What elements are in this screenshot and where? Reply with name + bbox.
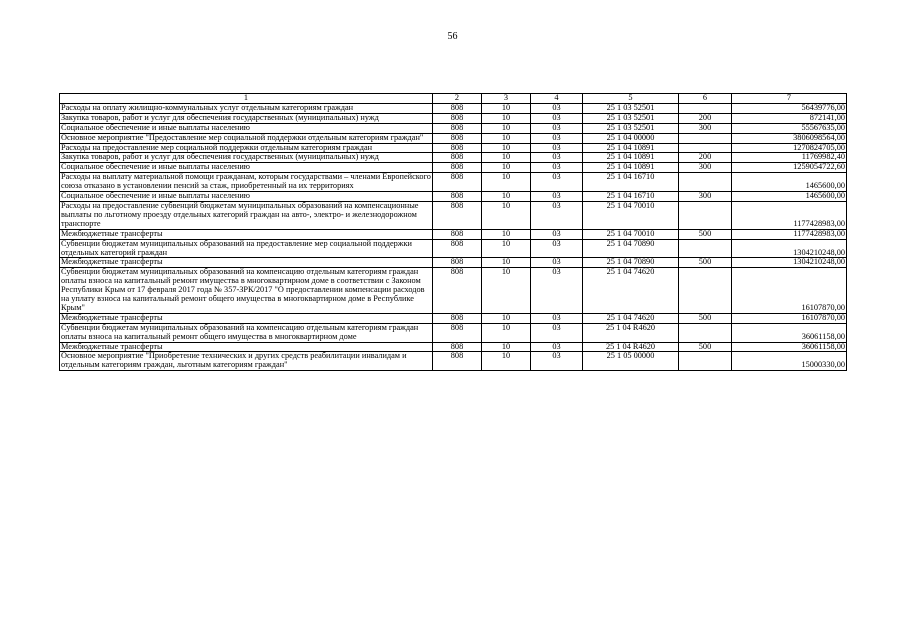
row-vr: 500 xyxy=(679,229,732,239)
row-csr: 25 1 03 52501 xyxy=(583,113,679,123)
row-vr: 500 xyxy=(679,342,732,352)
row-pr: 03 xyxy=(531,113,583,123)
page-number: 56 xyxy=(447,31,458,42)
row-sum: 36061158,00 xyxy=(732,323,847,342)
row-rz: 10 xyxy=(482,103,531,113)
table-row xyxy=(60,313,847,323)
table-row xyxy=(60,192,847,202)
row-rz: 10 xyxy=(482,342,531,352)
row-csr: 25 1 04 70010 xyxy=(583,229,679,239)
table-row xyxy=(60,103,847,113)
row-vr: 500 xyxy=(679,258,732,268)
row-pr: 03 xyxy=(531,133,583,143)
row-sum: 1259054722,60 xyxy=(732,163,847,173)
row-name: Закупка товаров, работ и услуг для обеспечения государственных (муниципальных) нужд xyxy=(60,153,433,163)
row-name: Межбюджетные трансферты xyxy=(60,342,433,352)
row-pr: 03 xyxy=(531,123,583,133)
row-name: Межбюджетные трансферты xyxy=(60,229,433,239)
row-name: Социальное обеспечение и иные выплаты населению xyxy=(60,123,433,133)
row-ved: 808 xyxy=(433,268,482,314)
table-row xyxy=(60,113,847,123)
row-name: Закупка товаров, работ и услуг для обеспечения государственных (муниципальных) нужд xyxy=(60,113,433,123)
row-name: Основное мероприятие "Предоставление мер социальной поддержки отдельным категориям граждан" xyxy=(60,133,433,143)
row-csr: 25 1 04 10891 xyxy=(583,143,679,153)
row-ved: 808 xyxy=(433,103,482,113)
row-csr: 25 1 04 70890 xyxy=(583,239,679,258)
row-name: Межбюджетные трансферты xyxy=(60,258,433,268)
row-pr: 03 xyxy=(531,153,583,163)
row-csr: 25 1 04 74620 xyxy=(583,268,679,314)
row-pr: 03 xyxy=(531,352,583,371)
row-ved: 808 xyxy=(433,123,482,133)
row-name: Субвенции бюджетам муниципальных образований на компенсацию отдельным категориям граждан оплаты взноса на капитальный ремонт имущества в многоквартирном доме в соответствии с Законом Республики Крым от 17 февраля 2017 года № 357-ЗРК/2017 "О предоставлении компенсации расходов на уплату взноса на капитальный ремонт общего имущества в многоквартирном доме в Республике Крым" xyxy=(60,268,433,314)
row-csr: 25 1 04 70890 xyxy=(583,258,679,268)
row-vr xyxy=(679,201,732,229)
row-sum: 56439776,00 xyxy=(732,103,847,113)
header-col-3: 3 xyxy=(482,94,531,104)
table-row xyxy=(60,163,847,173)
header-col-2: 2 xyxy=(433,94,482,104)
row-name: Социальное обеспечение и иные выплаты населению xyxy=(60,163,433,173)
row-sum: 1177428983,00 xyxy=(732,201,847,229)
row-csr: 25 1 04 70010 xyxy=(583,201,679,229)
row-vr xyxy=(679,173,732,192)
row-sum: 15000330,00 xyxy=(732,352,847,371)
header-row xyxy=(60,94,847,104)
row-sum: 1304210248,00 xyxy=(732,239,847,258)
row-vr: 500 xyxy=(679,313,732,323)
row-pr: 03 xyxy=(531,313,583,323)
row-sum: 1270824705,00 xyxy=(732,143,847,153)
row-csr: 25 1 04 10891 xyxy=(583,153,679,163)
table-row xyxy=(60,258,847,268)
row-ved: 808 xyxy=(433,258,482,268)
header-col-7: 7 xyxy=(732,94,847,104)
row-vr: 300 xyxy=(679,192,732,202)
row-ved: 808 xyxy=(433,113,482,123)
row-rz: 10 xyxy=(482,352,531,371)
table-row xyxy=(60,133,847,143)
row-name: Расходы на оплату жилищно-коммунальных услуг отдельным категориям граждан xyxy=(60,103,433,113)
row-name: Основное мероприятие "Приобретение технических и других средств реабилитации инвалидам и отдельным категориям граждан, льготным категориям граждан" xyxy=(60,352,433,371)
row-ved: 808 xyxy=(433,352,482,371)
row-vr: 300 xyxy=(679,163,732,173)
table-row xyxy=(60,123,847,133)
row-name: Расходы на предоставление мер социальной поддержки отдельным категориям граждан xyxy=(60,143,433,153)
row-rz: 10 xyxy=(482,323,531,342)
row-name: Межбюджетные трансферты xyxy=(60,313,433,323)
row-sum: 55567635,00 xyxy=(732,123,847,133)
row-vr xyxy=(679,352,732,371)
row-vr xyxy=(679,103,732,113)
row-sum: 1177428983,00 xyxy=(732,229,847,239)
row-csr: 25 1 04 74620 xyxy=(583,313,679,323)
row-ved: 808 xyxy=(433,342,482,352)
row-csr: 25 1 04 16710 xyxy=(583,192,679,202)
row-pr: 03 xyxy=(531,103,583,113)
row-vr xyxy=(679,143,732,153)
row-rz: 10 xyxy=(482,113,531,123)
row-sum: 16107870,00 xyxy=(732,268,847,314)
row-rz: 10 xyxy=(482,173,531,192)
table-row xyxy=(60,153,847,163)
row-vr: 200 xyxy=(679,153,732,163)
table-row xyxy=(60,342,847,352)
row-ved: 808 xyxy=(433,133,482,143)
row-pr: 03 xyxy=(531,239,583,258)
row-pr: 03 xyxy=(531,143,583,153)
row-ved: 808 xyxy=(433,143,482,153)
row-name: Субвенции бюджетам муниципальных образований на предоставление мер социальной поддержки отдельных категорий граждан xyxy=(60,239,433,258)
row-vr: 300 xyxy=(679,123,732,133)
row-rz: 10 xyxy=(482,123,531,133)
row-sum: 3806098564,00 xyxy=(732,133,847,143)
row-ved: 808 xyxy=(433,173,482,192)
table-row xyxy=(60,323,847,342)
header-col-5: 5 xyxy=(583,94,679,104)
table-row xyxy=(60,268,847,314)
row-rz: 10 xyxy=(482,258,531,268)
row-csr: 25 1 03 52501 xyxy=(583,103,679,113)
row-rz: 10 xyxy=(482,229,531,239)
row-csr: 25 1 04 R4620 xyxy=(583,342,679,352)
row-ved: 808 xyxy=(433,192,482,202)
table-row xyxy=(60,143,847,153)
row-rz: 10 xyxy=(482,201,531,229)
header-col-1: 1 xyxy=(60,94,433,104)
row-vr: 200 xyxy=(679,113,732,123)
row-rz: 10 xyxy=(482,143,531,153)
row-sum: 11769982,40 xyxy=(732,153,847,163)
row-vr xyxy=(679,323,732,342)
row-rz: 10 xyxy=(482,313,531,323)
row-csr: 25 1 04 10891 xyxy=(583,163,679,173)
row-pr: 03 xyxy=(531,323,583,342)
table-row xyxy=(60,229,847,239)
header-col-6: 6 xyxy=(679,94,732,104)
row-rz: 10 xyxy=(482,239,531,258)
row-sum: 872141,00 xyxy=(732,113,847,123)
row-sum: 36061158,00 xyxy=(732,342,847,352)
row-sum: 1465600,00 xyxy=(732,173,847,192)
row-pr: 03 xyxy=(531,173,583,192)
row-pr: 03 xyxy=(531,201,583,229)
header-col-4: 4 xyxy=(531,94,583,104)
row-sum: 1304210248,00 xyxy=(732,258,847,268)
row-vr xyxy=(679,239,732,258)
row-csr: 25 1 05 00000 xyxy=(583,352,679,371)
row-ved: 808 xyxy=(433,323,482,342)
table-row xyxy=(60,239,847,258)
row-vr xyxy=(679,268,732,314)
row-vr xyxy=(679,133,732,143)
table-row xyxy=(60,201,847,229)
row-pr: 03 xyxy=(531,258,583,268)
table-row xyxy=(60,352,847,371)
row-ved: 808 xyxy=(433,153,482,163)
row-rz: 10 xyxy=(482,163,531,173)
row-ved: 808 xyxy=(433,313,482,323)
row-csr: 25 1 04 16710 xyxy=(583,173,679,192)
row-pr: 03 xyxy=(531,268,583,314)
row-rz: 10 xyxy=(482,268,531,314)
row-rz: 10 xyxy=(482,153,531,163)
row-pr: 03 xyxy=(531,342,583,352)
row-pr: 03 xyxy=(531,163,583,173)
row-ved: 808 xyxy=(433,229,482,239)
row-name: Социальное обеспечение и иные выплаты населению xyxy=(60,192,433,202)
row-sum: 16107870,00 xyxy=(732,313,847,323)
row-csr: 25 1 04 00000 xyxy=(583,133,679,143)
row-csr: 25 1 03 52501 xyxy=(583,123,679,133)
row-csr: 25 1 04 R4620 xyxy=(583,323,679,342)
row-rz: 10 xyxy=(482,133,531,143)
budget-table xyxy=(59,93,847,371)
row-name: Субвенции бюджетам муниципальных образований на компенсацию отдельным категориям граждан оплаты взноса на капитальный ремонт общего имущества в многоквартирном доме xyxy=(60,323,433,342)
table-row xyxy=(60,173,847,192)
row-ved: 808 xyxy=(433,163,482,173)
row-pr: 03 xyxy=(531,229,583,239)
row-name: Расходы на выплату материальной помощи гражданам, которым государствами – членами Европейского союза отказано в установлении пенсий за стаж, приобретенный на их территориях xyxy=(61,172,431,191)
row-rz: 10 xyxy=(482,192,531,202)
row-pr: 03 xyxy=(531,192,583,202)
row-name: Расходы на предоставление субвенций бюджетам муниципальных образований на компенсационные выплаты по льготному проезду отдельных категорий граждан на авто-, электро- и железнодорожном транспорте xyxy=(60,201,433,229)
row-ved: 808 xyxy=(433,239,482,258)
row-sum: 1465600,00 xyxy=(732,192,847,202)
row-ved: 808 xyxy=(433,201,482,229)
